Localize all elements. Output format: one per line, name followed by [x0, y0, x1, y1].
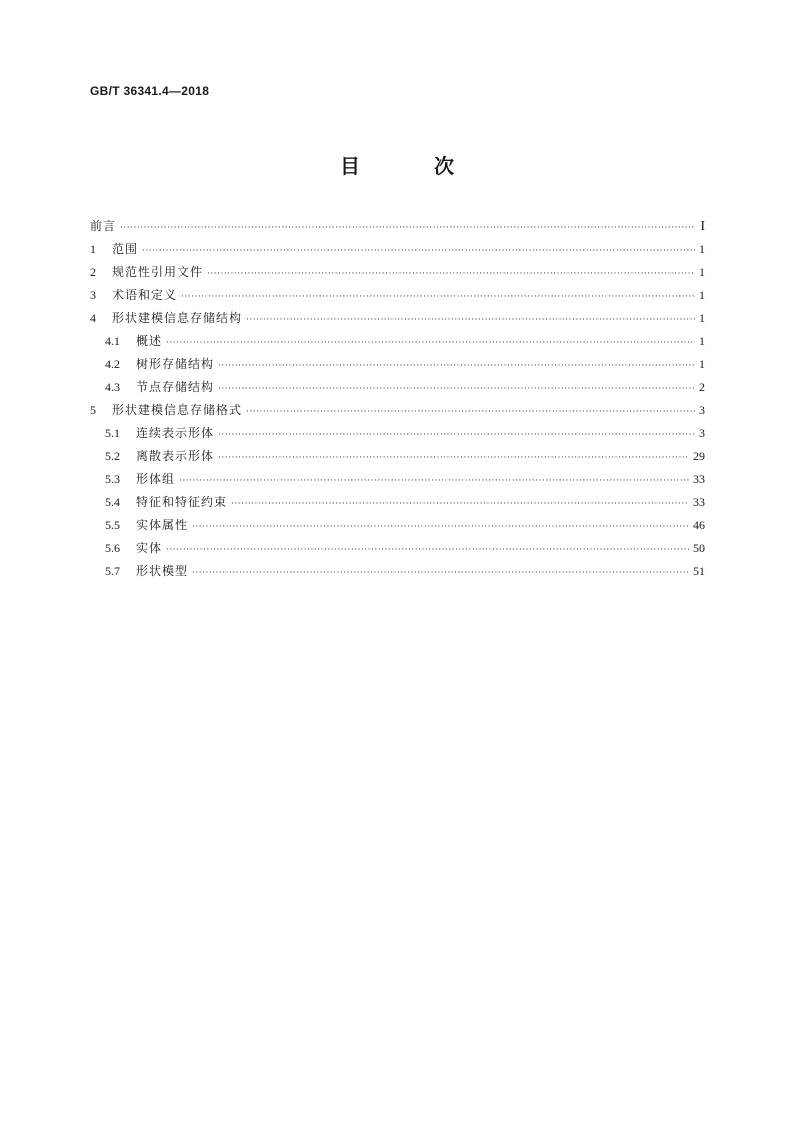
toc-entry-page: 3 [699, 426, 705, 440]
toc-entry[interactable] [90, 262, 705, 285]
toc-entry-number: 5 [90, 403, 96, 417]
toc-entry-page: 33 [693, 495, 705, 509]
toc-subentry[interactable] [90, 331, 705, 354]
toc-entry-label: 离散表示形体 [136, 449, 215, 463]
toc-leader [192, 563, 689, 584]
toc-leader [120, 218, 695, 239]
toc-entry-number: 5.5 [105, 518, 120, 532]
toc-entry-page: 1 [699, 357, 705, 371]
standard-code: GB/T 36341.4—2018 [90, 84, 210, 98]
toc-subentry[interactable] [90, 446, 705, 469]
toc-leader [166, 540, 689, 561]
toc-entry-number: 4.1 [105, 334, 120, 348]
toc-leader [142, 241, 695, 262]
toc-entry-number: 2 [90, 265, 96, 279]
toc-entry[interactable] [90, 400, 705, 423]
toc-entry-label: 形状建模信息存储格式 [112, 403, 243, 417]
toc-entry-label: 特征和特征约束 [136, 495, 228, 509]
toc-leader [246, 310, 695, 331]
toc-entry-number: 4.3 [105, 380, 120, 394]
toc-entry-number: 5.6 [105, 541, 120, 555]
toc-entry-number: 4 [90, 311, 96, 325]
toc-subentry[interactable] [90, 561, 705, 584]
toc-entry-label: 术语和定义 [112, 288, 178, 302]
toc-entry-number: 5.1 [105, 426, 120, 440]
toc-subentry[interactable] [90, 469, 705, 492]
toc-subentry[interactable] [90, 538, 705, 561]
toc-entry-page: 51 [693, 564, 705, 578]
toc-subentry[interactable] [90, 354, 705, 377]
toc-entry-page: 1 [699, 242, 705, 256]
toc-leader [218, 379, 695, 400]
toc-entry[interactable] [90, 285, 705, 308]
toc-leader [181, 287, 695, 308]
toc-entry-label: 实体 [136, 541, 163, 555]
toc-entry-number: 5.2 [105, 449, 120, 463]
toc-leader [246, 402, 695, 423]
toc-leader [166, 333, 695, 354]
toc-subentry[interactable] [90, 423, 705, 446]
toc-entry-page: 33 [693, 472, 705, 486]
toc-entry[interactable] [90, 239, 705, 262]
toc-leader [218, 448, 689, 469]
toc-subentry[interactable] [90, 492, 705, 515]
toc-entry-page: 50 [693, 541, 705, 555]
toc-entry-label: 节点存储结构 [136, 380, 215, 394]
toc-subentry[interactable] [90, 377, 705, 400]
toc-entry-label: 形状模型 [136, 564, 189, 578]
toc-entry-label: 概述 [136, 334, 163, 348]
toc-entry-label: 前言 [90, 219, 117, 233]
toc-entry-page: 46 [693, 518, 705, 532]
toc-leader [218, 356, 695, 377]
toc-entry-number: 4.2 [105, 357, 120, 371]
toc-entry-label: 范围 [112, 242, 139, 256]
toc-entry-label: 实体属性 [136, 518, 189, 532]
toc-entry-page: 29 [693, 449, 705, 463]
toc-entry[interactable] [90, 308, 705, 331]
toc-entry-page: 1 [699, 265, 705, 279]
toc-entry-number: 5.4 [105, 495, 120, 509]
toc-entry-number: 5.7 [105, 564, 120, 578]
toc-entry-page: 1 [699, 288, 705, 302]
toc-entry-number: 3 [90, 288, 96, 302]
toc-entry-page: 1 [699, 334, 705, 348]
toc-leader [218, 425, 695, 446]
toc-entry-page: I [700, 219, 705, 234]
toc-leader [207, 264, 695, 285]
toc-entry-label: 连续表示形体 [136, 426, 215, 440]
toc-entry-label: 形体组 [136, 472, 176, 486]
toc-leader [192, 517, 689, 538]
toc-entry-label: 规范性引用文件 [112, 265, 204, 279]
page-title: 目 次 [340, 154, 454, 178]
toc-entry-label: 树形存储结构 [136, 357, 215, 371]
toc-entry-number: 1 [90, 242, 96, 256]
toc-entry-number: 5.3 [105, 472, 120, 486]
toc-leader [179, 471, 689, 492]
toc-leader [231, 494, 689, 515]
toc-entry-label: 形状建模信息存储结构 [112, 311, 243, 325]
toc-entry-page: 1 [699, 311, 705, 325]
toc-entry-page: 2 [699, 380, 705, 394]
toc-entry-foreword[interactable] [90, 216, 705, 239]
table-of-contents [90, 216, 705, 584]
toc-entry-page: 3 [699, 403, 705, 417]
toc-subentry[interactable] [90, 515, 705, 538]
